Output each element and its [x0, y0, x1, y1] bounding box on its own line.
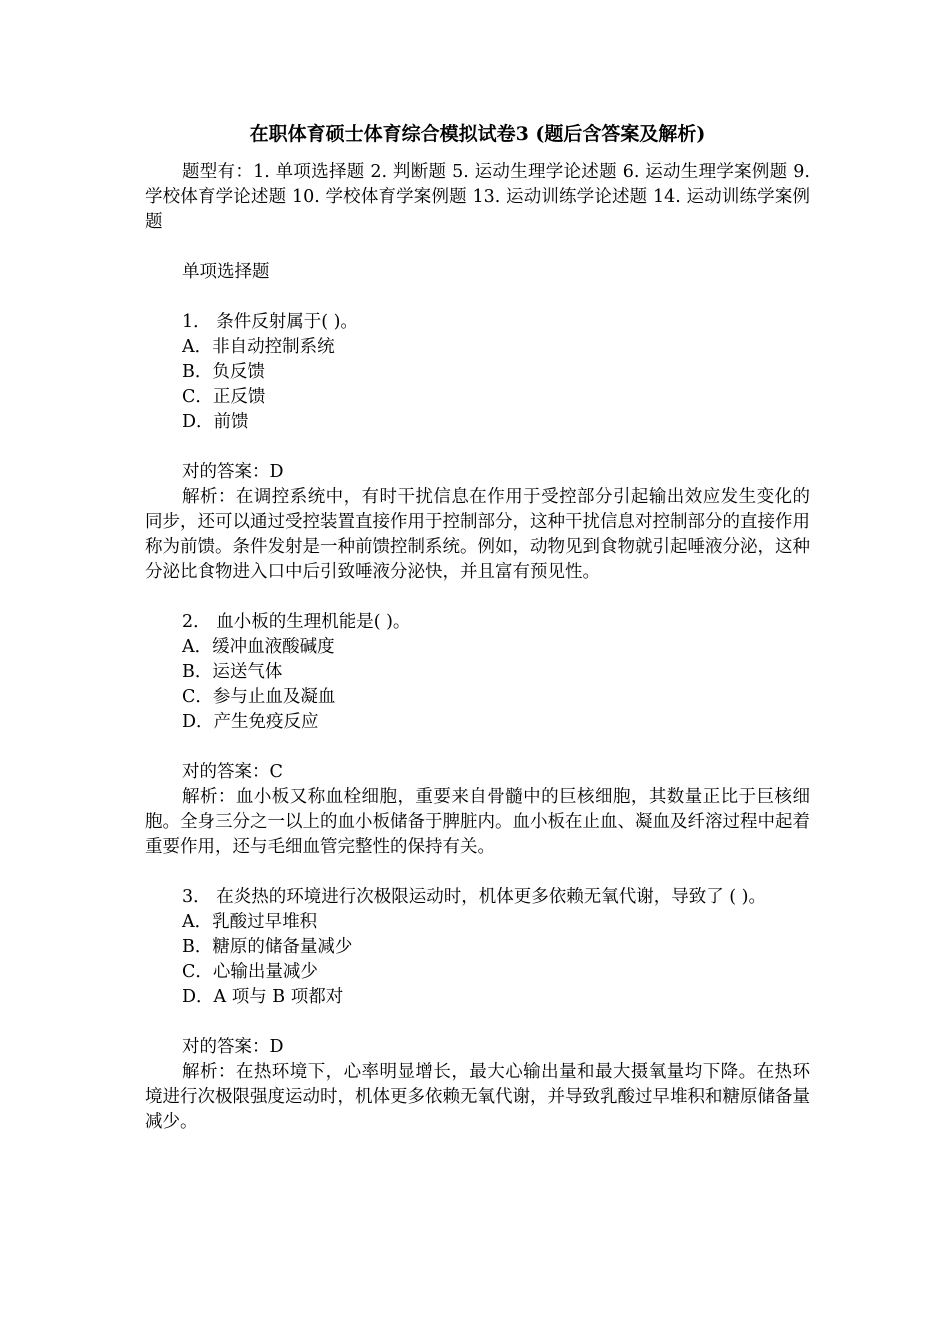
document-title: 在职体育硕士体育综合模拟试卷3 (题后含答案及解析)	[249, 123, 706, 145]
option-d: D．前馈	[182, 412, 249, 432]
answer-line: 对的答案：D	[182, 462, 284, 482]
option-c: C．参与止血及凝血	[182, 687, 336, 707]
option-b: B．负反馈	[182, 362, 265, 382]
question-stem: 1． 条件反射属于( )。	[182, 312, 358, 332]
question-types-line: 题型有：1. 单项选择题 2. 判断题 5. 运动生理学论述题 6. 运动生理学案例题 9. 学校体育学论述题 10. 学校体育学案例题 13. 运动训练学论述题 14. 运动训练学案例题	[145, 162, 810, 232]
option-b: B．运送气体	[182, 662, 283, 682]
option-c: C．正反馈	[182, 387, 266, 407]
question-1	[145, 310, 810, 585]
option-d: D．A 项与 B 项都对	[182, 987, 344, 1007]
option-d: D．产生免疫反应	[182, 712, 319, 732]
analysis-paragraph: 解析：血小板又称血栓细胞，重要来自骨髓中的巨核细胞，其数量正比于巨核细胞。全身三分之一以上的血小板储备于脾脏内。血小板在止血、凝血及纤溶过程中起着重要作用，还与毛细血管完整性的保持有关。	[145, 787, 810, 857]
question-stem: 3． 在炎热的环境进行次极限运动时，机体更多依赖无氧代谢，导致了 ( )。	[182, 887, 766, 907]
option-b: B．糖原的储备量减少	[182, 937, 353, 957]
analysis-paragraph: 解析：在调控系统中，有时干扰信息在作用于受控部分引起输出效应发生变化的同步，还可以通过受控装置直接作用于控制部分，这种干扰信息对控制部分的直接作用称为前馈。条件发射是一种前馈控制系统。例如，动物见到食物就引起唾液分泌，这种分泌比食物进入口中后引致唾液分泌快，并且富有预见性。	[145, 487, 810, 582]
option-a: A．缓冲血液酸碱度	[182, 637, 335, 657]
option-c: C．心输出量减少	[182, 962, 318, 982]
analysis-paragraph: 解析：在热环境下，心率明显增长，最大心输出量和最大摄氧量均下降。在热环境进行次极限强度运动时，机体更多依赖无氧代谢，并导致乳酸过早堆积和糖原储备量减少。	[145, 1062, 810, 1132]
question-stem: 2． 血小板的生理机能是( )。	[182, 612, 411, 632]
section-heading: 单项选择题	[182, 262, 270, 282]
question-3	[145, 885, 810, 1135]
answer-line: 对的答案：D	[182, 1037, 284, 1057]
document-page	[145, 120, 810, 1135]
question-2	[145, 610, 810, 860]
option-a: A．乳酸过早堆积	[182, 912, 318, 932]
option-a: A．非自动控制系统	[182, 337, 335, 357]
answer-line: 对的答案：C	[182, 762, 283, 782]
